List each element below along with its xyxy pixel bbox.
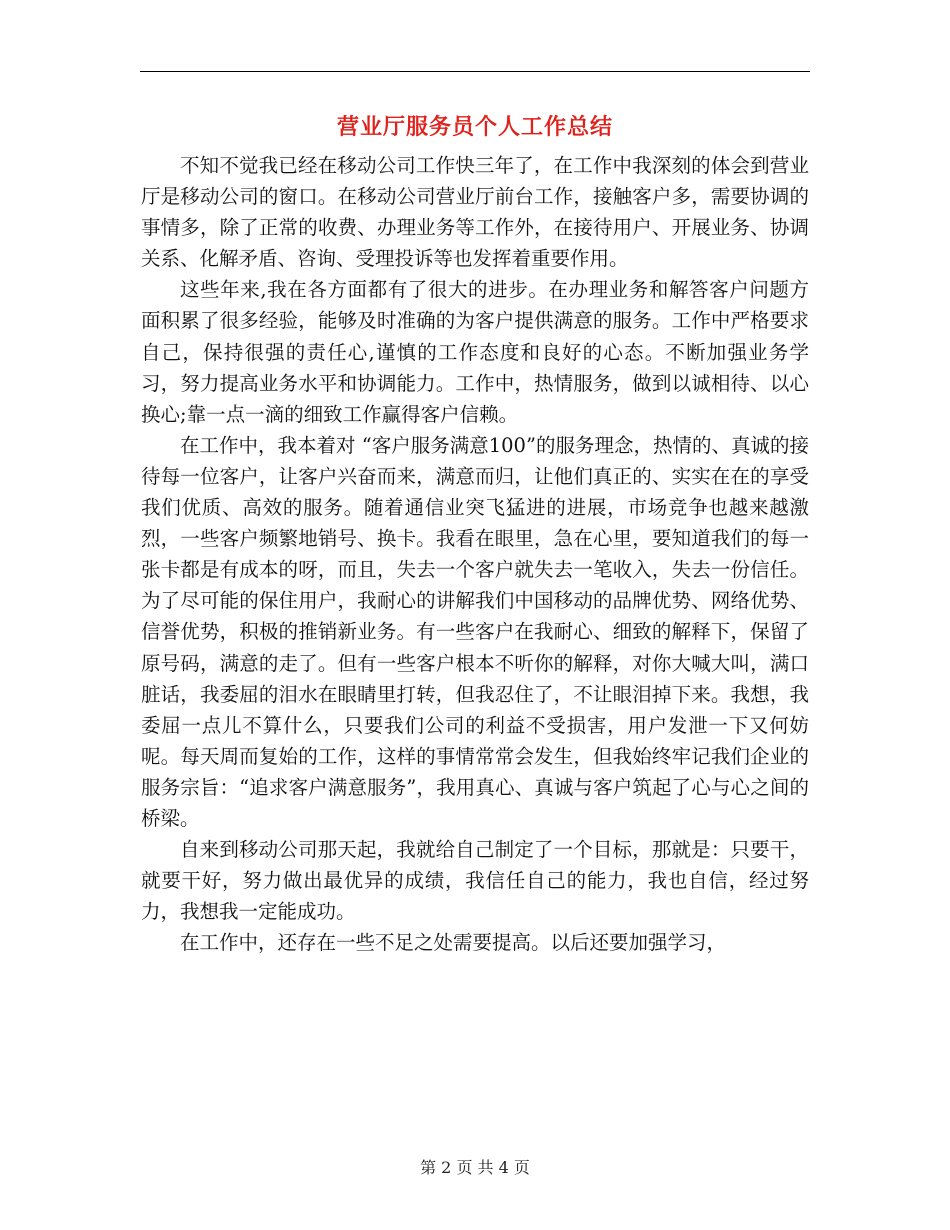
paragraph-2: 这些年来,我在各方面都有了很大的进步。在办理业务和解答客户问题方面积累了很多经验，能够及时准确的为客户提供满意的服务。工作中严格要求自己，保持很强的责任心,谨慎的工作态度和良好的心态。不断加强业务学习，努力提高业务水平和协调能力。工作中，热情服务，做到以诚相待、以心换心;靠一点一滴的细致工作赢得客户信赖。	[141, 278, 809, 426]
paragraph-5: 在工作中，还存在一些不足之处需要提高。以后还要加强学习，	[180, 931, 727, 955]
document-body	[141, 150, 809, 958]
paragraph-3: 在工作中，我本着对 “客户服务满意100”的服务理念，热情的、真诚的接待每一位客户，让客户兴奋而来，满意而归，让他们真正的、实实在在的享受我们优质、高效的服务。随着通信业突飞猛进的进展，市场竞争也越来越激烈，一些客户频繁地销号、换卡。我看在眼里，急在心里，要知道我们的每一张卡都是有成本的呀，而且，失去一个客户就失去一笔收入，失去一份信任。为了尽可能的保住用户，我耐心的讲解我们中国移动的品牌优势、网络优势、信誉优势，积极的推销新业务。有一些客户在我耐心、细致的解释下，保留了原号码，满意的走了。但有一些客户根本不听你的解释，对你大喊大叫，满口脏话，我委屈的泪水在眼睛里打转，但我忍住了，不让眼泪掉下来。我想，我委屈一点儿不算什么，只要我们公司的利益不受损害，用户发泄一下又何妨呢。每天周而复始的工作，这样的事情常常会发生，但我始终牢记我们企业的服务宗旨：“追求客户满意服务”，我用真心、真诚与客户筑起了心与心之间的桥梁。	[141, 433, 809, 830]
document-title: 营业厅服务员个人工作总结	[336, 114, 613, 140]
paragraph-4: 自来到移动公司那天起，我就给自己制定了一个目标，那就是：只要干，就要干好，努力做出最优异的成绩，我信任自己的能力，我也自信，经过努力，我想我一定能成功。	[141, 838, 809, 924]
page-number: 第 2 页 共 4 页	[420, 1158, 530, 1177]
header-rule	[140, 71, 810, 72]
paragraph-1: 不知不觉我已经在移动公司工作快三年了，在工作中我深刻的体会到营业厅是移动公司的窗口。在移动公司营业厅前台工作，接触客户多，需要协调的事情多，除了正常的收费、办理业务等工作外，在接待用户、开展业务、协调关系、化解矛盾、咨询、受理投诉等也发挥着重要作用。	[141, 154, 809, 271]
